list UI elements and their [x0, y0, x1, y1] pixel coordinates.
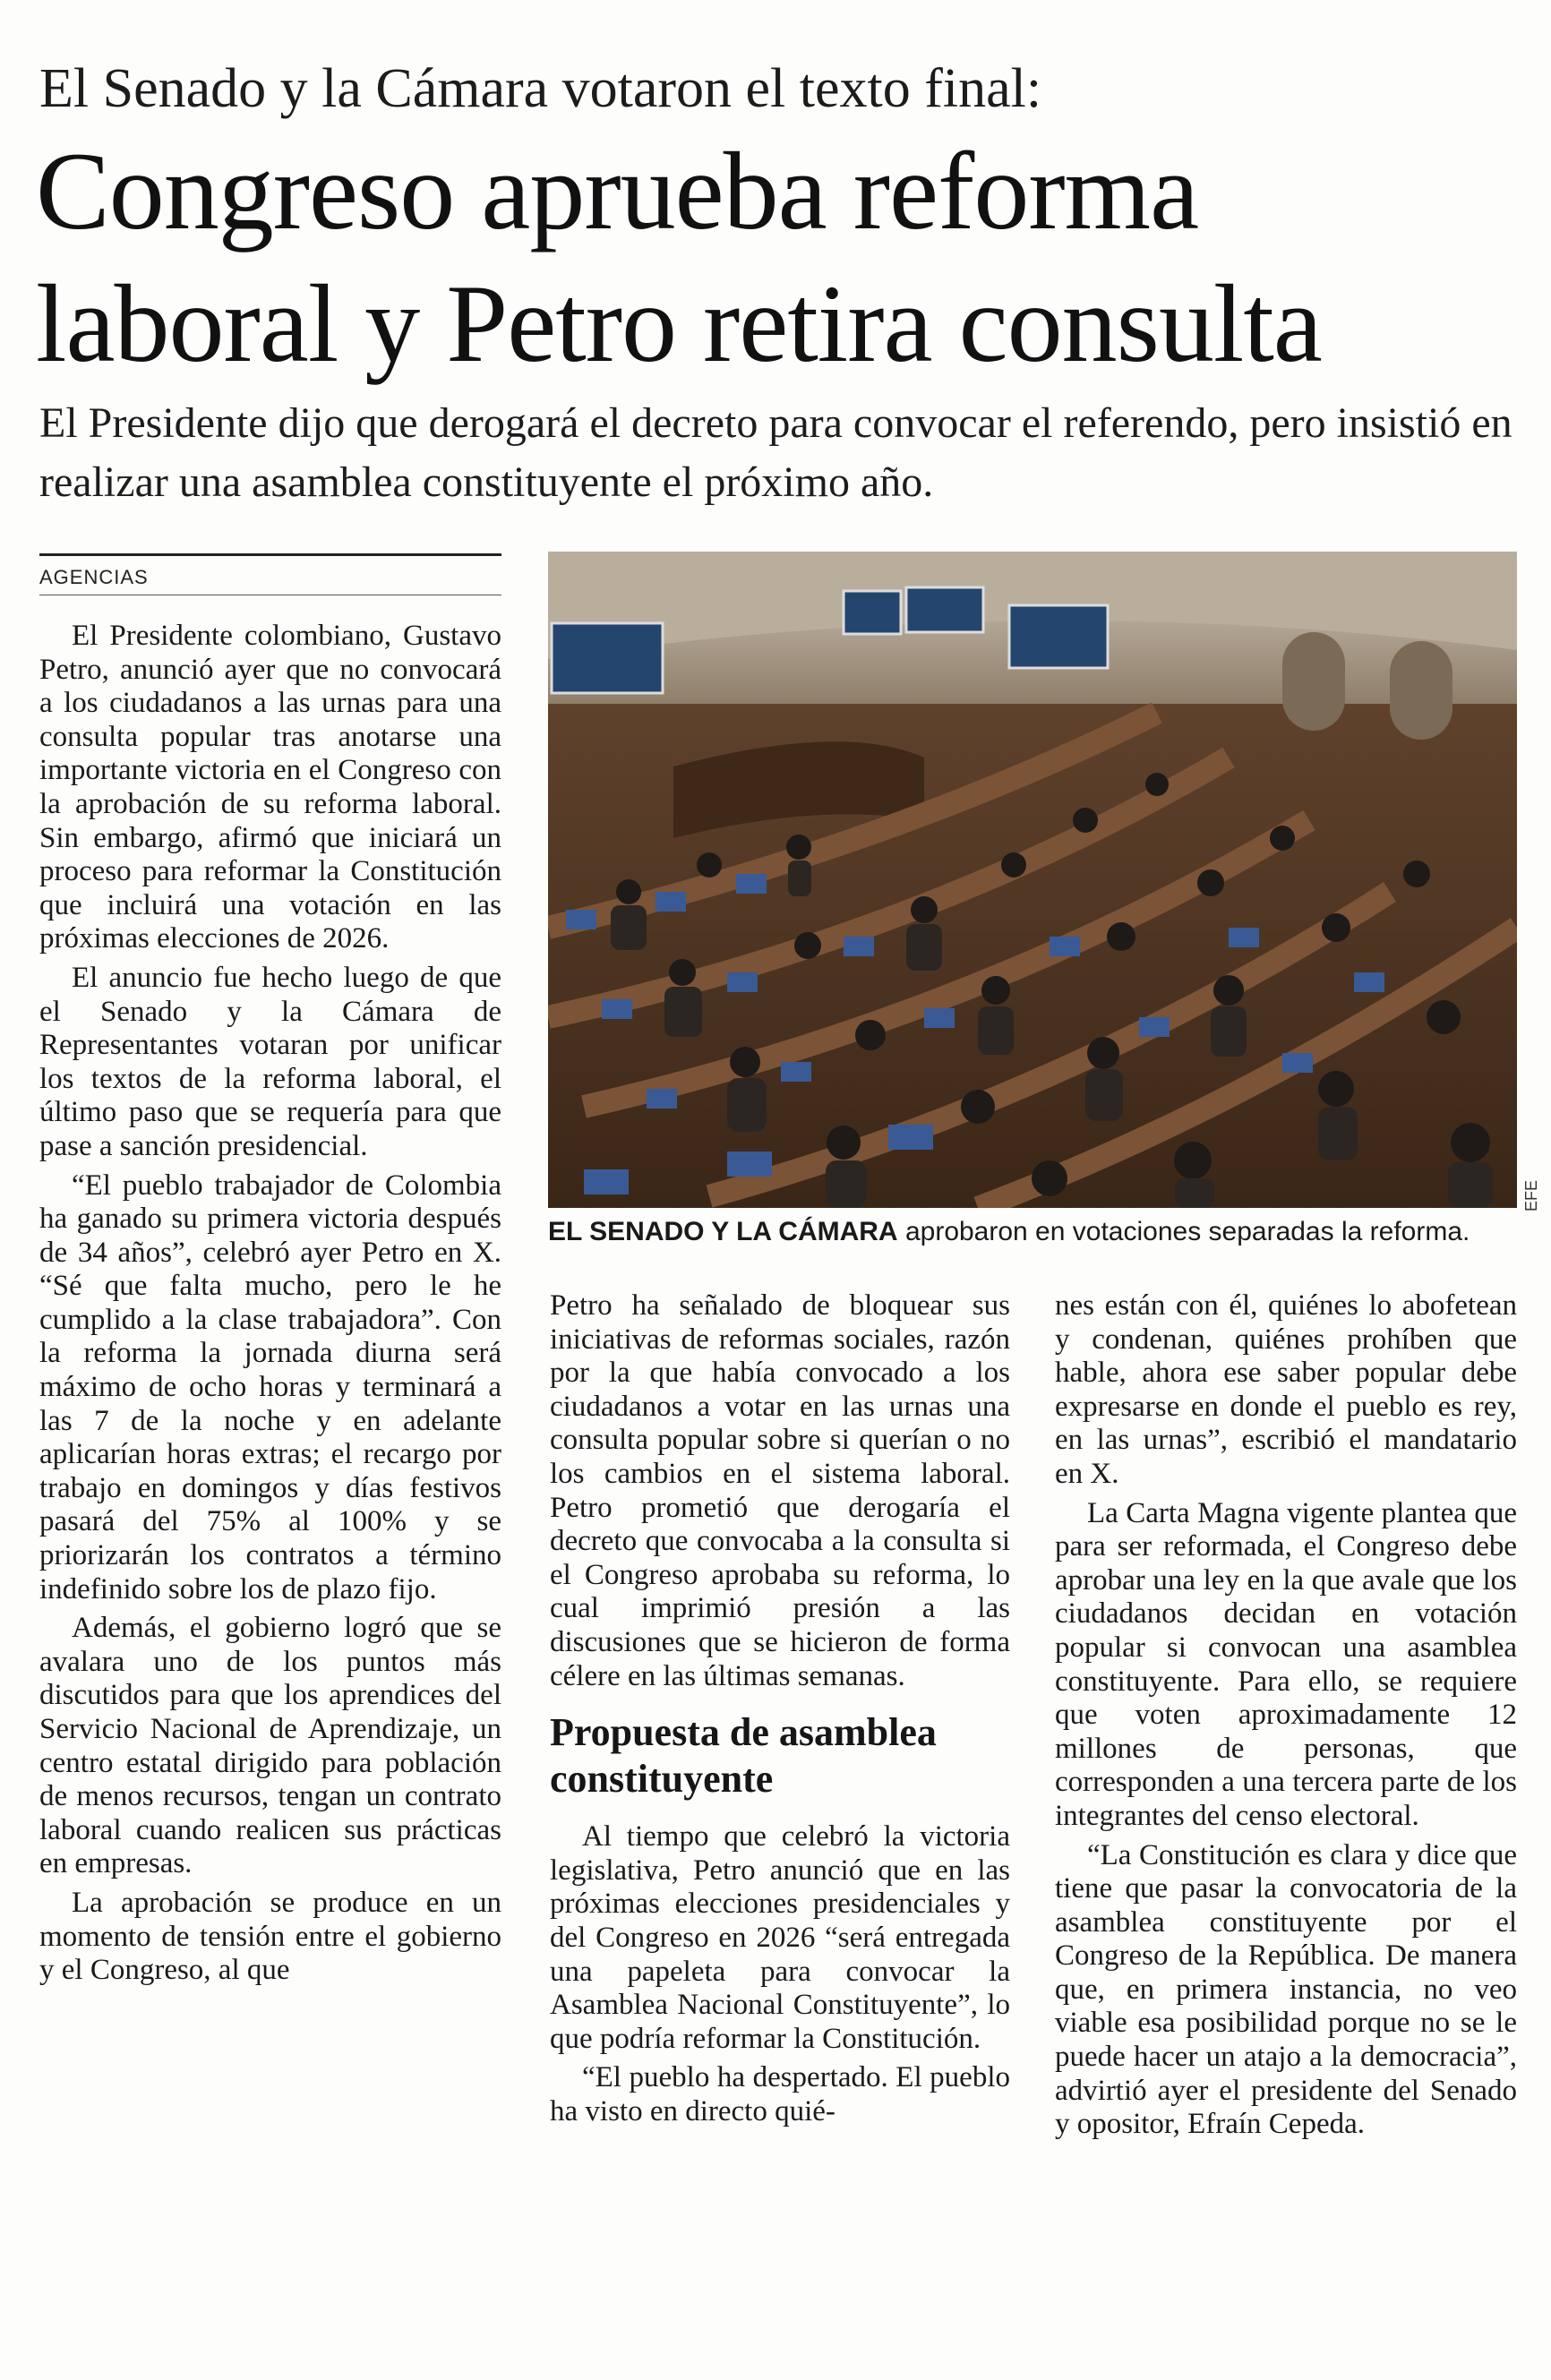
photo-caption	[548, 1214, 1524, 1250]
photo-credit: EFE	[1522, 1180, 1540, 1212]
paragraph: Petro ha señalado de bloquear sus iniciativas de reformas sociales, razón por la que había convocado a los ciudadanos a votar en las urnas una consulta popular sobre si querían o no los cambios en el sistema laboral. Petro prometió que derogaría el decreto que convocaba a la consulta si el Congreso aprobaba su reforma, lo cual imprimió presión a las discusiones que se hicieron de forma célere en las últimas semanas.	[550, 1289, 1010, 1692]
deck-subtitle: El Presidente dijo que derogará el decreto para convocar el referendo, pero insistió en realizar una asamblea constituyente el próximo año.	[39, 399, 1512, 506]
caption-lead: EL SENADO Y LA CÁMARA	[548, 1217, 898, 1246]
paragraph: Además, el gobierno logró que se avalara uno de los puntos más discutidos para que los aprendices del Servicio Nacional de Aprendizaje, un centro estatal dirigido para población de menos recursos, tengan un contrato laboral cuando realicen sus prácticas en empresas.	[39, 1612, 501, 1880]
paragraph: El anuncio fue hecho luego de que el Senado y la Cámara de Representantes votaran por unificar los textos de la reforma laboral, el último paso que se requería para que pase a sanción presidencial.	[39, 961, 501, 1162]
paragraph: “El pueblo ha despertado. El pueblo ha visto en directo quié-	[550, 2061, 1010, 2127]
section-subhead: Propuesta de asamblea constituyente	[550, 1710, 937, 1802]
body-column-1	[39, 620, 501, 1988]
congress-photo	[548, 552, 1517, 1208]
paragraph: El Presidente colombiano, Gustavo Petro, anunció ayer que no convocará a los ciudadanos a las urnas para una consulta popular tras anotarse una importante victoria en el Congreso con la aprobación de su reforma laboral. Sin embargo, afirmó que iniciará un proceso para reformar la Constitución que incluirá una votación en las próximas elecciones de 2026.	[39, 620, 501, 955]
body-column-3	[1055, 1289, 1517, 2142]
paragraph: La Carta Magna vigente plantea que para ser reformada, el Congreso debe aprobar una ley en la que avale que los ciudadanos decidan en votación popular si convocan una asamblea constituyente. Para ello, se requiere que voten aproximadamente 12 millones de personas, que corresponden a una tercera parte de los integrantes del censo electoral.	[1055, 1496, 1517, 1832]
paragraph: nes están con él, quiénes lo abofetean y condenan, quiénes prohíben que hable, ahora ese saber popular debe expresarse en donde el pueblo es rey, en las urnas”, escribió el mandatario en X.	[1055, 1289, 1517, 1490]
caption-text: aprobaron en votaciones separadas la reforma.	[904, 1217, 1470, 1246]
paragraph: “La Constitución es clara y dice que tiene que pasar la convocatoria de la asamblea constituyente por el Congreso de la República. De manera que, en primera instancia, no veo viable esa posibilidad porque no se le puede hacer un atajo a la democracia”, advirtió ayer el presidente del Senado y opositor, Efraín Cepeda.	[1055, 1838, 1517, 2141]
paragraph: La aprobación se produce en un momento de tensión entre el gobierno y el Congreso, al que	[39, 1886, 501, 1987]
kicker: El Senado y la Cámara votaron el texto final:	[39, 58, 1042, 119]
byline-rule	[39, 553, 501, 556]
headline: Congreso aprueba reforma laboral y Petro retira consulta	[36, 130, 1322, 385]
body-column-2	[550, 1289, 1010, 2128]
paragraph: “El pueblo trabajador de Colombia ha ganado su primera victoria después de 34 años”, celebró ayer Petro en X. “Sé que falta mucho, pero le he cumplido a la clase trabajadora”. Con la reforma la jornada diurna será máximo de ocho horas y terminará a las 7 de la noche y en adelante aplicarían horas extras; el recargo por trabajo en domingos y días festivos pasará del 75% al 100% y se priorizarán los contratos a término indefinido sobre los de plazo fijo.	[39, 1169, 501, 1605]
byline: AGENCIAS	[39, 564, 501, 595]
paragraph: Al tiempo que celebró la victoria legislativa, Petro anunció que en las próximas elecciones presidenciales y del Congreso en 2026 “será entregada una papeleta para convocar la Asamblea Nacional Constituyente”, lo que podría reformar la Constitución.	[550, 1820, 1010, 2055]
chamber-illustration	[548, 552, 1517, 1208]
